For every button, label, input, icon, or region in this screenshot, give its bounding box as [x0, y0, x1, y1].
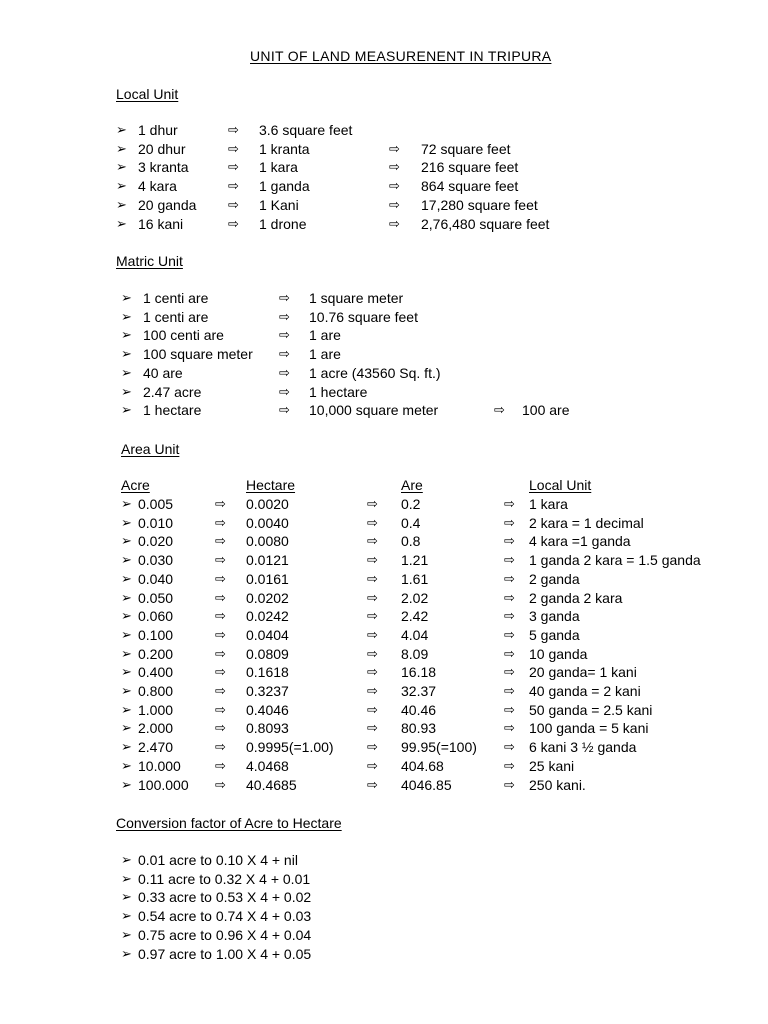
cell-hectare: 0.0020 — [246, 496, 289, 512]
column-header-acre: Acre — [121, 477, 150, 493]
arrow-icon: ⇨ — [228, 196, 239, 212]
arrow-icon: ⇨ — [215, 645, 226, 661]
bullet-icon: ➢ — [121, 364, 132, 380]
area-unit-heading: Area Unit — [121, 441, 180, 457]
local-to: 1 drone — [259, 215, 307, 232]
column-header-are: Are — [401, 477, 423, 493]
bullet-icon: ➢ — [121, 645, 132, 661]
bullet-icon: ➢ — [121, 926, 132, 942]
bullet-icon: ➢ — [121, 870, 132, 886]
cell-acre: 1.000 — [138, 701, 174, 718]
metric-from: 100 centi are — [143, 327, 224, 344]
arrow-icon: ⇨ — [215, 664, 226, 680]
local-from: 1 dhur — [138, 122, 178, 138]
bullet-icon: ➢ — [121, 290, 132, 305]
arrow-icon: ⇨ — [215, 683, 226, 698]
arrow-icon: ⇨ — [367, 683, 378, 698]
cell-acre: 0.030 — [138, 552, 174, 569]
bullet-icon: ➢ — [121, 757, 132, 773]
arrow-icon: ⇨ — [494, 402, 505, 418]
local-unit-heading: Local Unit — [116, 86, 179, 102]
cell-are: 80.93 — [401, 720, 437, 737]
cell-hectare: 0.1618 — [246, 664, 289, 681]
cell-hectare: 0.0080 — [246, 533, 289, 550]
cell-hectare: 0.4046 — [246, 701, 289, 718]
bullet-icon: ➢ — [116, 159, 127, 175]
arrow-icon: ⇨ — [367, 626, 378, 642]
bullet-icon: ➢ — [121, 608, 132, 624]
metric-from: 1 centi are — [143, 308, 209, 325]
bullet-icon: ➢ — [121, 570, 132, 586]
bullet-icon: ➢ — [121, 683, 132, 698]
metric-to: 1 square meter — [309, 290, 404, 306]
arrow-icon: ⇨ — [367, 720, 378, 736]
arrow-icon: ⇨ — [367, 533, 378, 549]
cell-acre: 0.010 — [138, 514, 174, 531]
arrow-icon: ⇨ — [215, 608, 226, 624]
arrow-icon: ⇨ — [215, 776, 226, 792]
cell-hectare: 0.8093 — [246, 720, 289, 737]
cell-acre: 0.400 — [138, 664, 174, 681]
cell-acre: 0.100 — [138, 626, 174, 643]
conversion-item: 0.54 acre to 0.74 X 4 + 0.03 — [138, 908, 312, 925]
cell-local-unit: 250 kani. — [529, 776, 586, 793]
cell-are: 2.42 — [401, 608, 429, 625]
arrow-icon: ⇨ — [279, 290, 290, 305]
bullet-icon: ➢ — [121, 533, 132, 549]
bullet-icon: ➢ — [121, 589, 132, 605]
local-square-feet: 864 square feet — [421, 178, 519, 195]
local-square-feet: 72 square feet — [421, 140, 511, 157]
metric-from: 100 square meter — [143, 346, 253, 363]
cell-acre: 0.060 — [138, 608, 174, 625]
arrow-icon: ⇨ — [504, 496, 515, 511]
bullet-icon: ➢ — [121, 776, 132, 792]
bullet-icon: ➢ — [121, 346, 132, 362]
metric-to: 10.76 square feet — [309, 308, 418, 325]
metric-to: 1 acre (43560 Sq. ft.) — [309, 364, 441, 381]
cell-are: 0.4 — [401, 514, 421, 531]
bullet-icon: ➢ — [121, 664, 132, 680]
arrow-icon: ⇨ — [367, 570, 378, 586]
cell-hectare: 0.0161 — [246, 570, 289, 587]
arrow-icon: ⇨ — [215, 514, 226, 530]
cell-local-unit: 4 kara =1 ganda — [529, 533, 631, 550]
arrow-icon: ⇨ — [279, 327, 290, 343]
cell-acre: 2.470 — [138, 739, 174, 756]
metric-from: 1 hectare — [143, 402, 202, 419]
arrow-icon: ⇨ — [215, 552, 226, 568]
cell-are: 0.2 — [401, 496, 421, 512]
metric-from: 2.47 acre — [143, 383, 202, 400]
arrow-icon: ⇨ — [504, 645, 515, 661]
arrow-icon: ⇨ — [504, 776, 515, 792]
bullet-icon: ➢ — [116, 215, 127, 231]
arrow-icon: ⇨ — [367, 701, 378, 717]
metric-from: 1 centi are — [143, 290, 209, 306]
column-header-hectare: Hectare — [246, 477, 296, 493]
arrow-icon: ⇨ — [504, 757, 515, 773]
bullet-icon: ➢ — [121, 852, 132, 867]
cell-local-unit: 100 ganda = 5 kani — [529, 720, 649, 737]
arrow-icon: ⇨ — [504, 589, 515, 605]
conversion-item: 0.75 acre to 0.96 X 4 + 0.04 — [138, 926, 312, 943]
cell-acre: 0.800 — [138, 683, 174, 699]
cell-hectare: 4.0468 — [246, 757, 289, 774]
cell-local-unit: 1 kara — [529, 496, 568, 512]
arrow-icon: ⇨ — [367, 776, 378, 792]
local-from: 20 ganda — [138, 196, 197, 213]
local-to: 1 ganda — [259, 178, 310, 195]
bullet-icon: ➢ — [121, 496, 132, 511]
cell-are: 404.68 — [401, 757, 444, 774]
bullet-icon: ➢ — [121, 552, 132, 568]
local-square-feet: 216 square feet — [421, 159, 519, 176]
local-to: 1 kranta — [259, 140, 310, 157]
cell-acre: 0.040 — [138, 570, 174, 587]
cell-are: 1.21 — [401, 552, 429, 569]
cell-local-unit: 2 ganda 2 kara — [529, 589, 623, 606]
cell-local-unit: 50 ganda = 2.5 kani — [529, 701, 653, 718]
bullet-icon: ➢ — [121, 402, 132, 418]
bullet-icon: ➢ — [121, 945, 132, 961]
local-square-feet: 17,280 square feet — [421, 196, 538, 213]
metric-to: 10,000 square meter — [309, 402, 439, 419]
conversion-item: 0.97 acre to 1.00 X 4 + 0.05 — [138, 945, 312, 962]
arrow-icon: ⇨ — [504, 720, 515, 736]
arrow-icon: ⇨ — [228, 178, 239, 194]
cell-local-unit: 40 ganda = 2 kani — [529, 683, 641, 699]
bullet-icon: ➢ — [116, 178, 127, 194]
arrow-icon: ⇨ — [367, 739, 378, 755]
cell-hectare: 0.0121 — [246, 552, 289, 569]
bullet-icon: ➢ — [121, 908, 132, 924]
cell-are: 2.02 — [401, 589, 429, 606]
bullet-icon: ➢ — [121, 701, 132, 717]
arrow-icon: ⇨ — [389, 159, 400, 175]
cell-local-unit: 1 ganda 2 kara = 1.5 ganda — [529, 552, 701, 569]
cell-are: 16.18 — [401, 664, 437, 681]
arrow-icon: ⇨ — [504, 552, 515, 568]
arrow-icon: ⇨ — [215, 589, 226, 605]
cell-hectare: 40.4685 — [246, 776, 297, 793]
cell-local-unit: 3 ganda — [529, 608, 580, 625]
column-header-local-unit: Local Unit — [529, 477, 592, 493]
local-to: 1 kara — [259, 159, 298, 176]
cell-local-unit: 2 kara = 1 decimal — [529, 514, 644, 531]
conversion-item: 0.33 acre to 0.53 X 4 + 0.02 — [138, 889, 312, 906]
cell-acre: 10.000 — [138, 757, 181, 774]
bullet-icon: ➢ — [116, 196, 127, 212]
bullet-icon: ➢ — [121, 383, 132, 399]
cell-local-unit: 5 ganda — [529, 626, 580, 643]
cell-are: 1.61 — [401, 570, 429, 587]
cell-are: 40.46 — [401, 701, 437, 718]
cell-acre: 0.020 — [138, 533, 174, 550]
bullet-icon: ➢ — [121, 327, 132, 343]
cell-acre: 0.200 — [138, 645, 174, 662]
arrow-icon: ⇨ — [504, 701, 515, 717]
cell-acre: 0.005 — [138, 496, 174, 512]
bullet-icon: ➢ — [116, 140, 127, 156]
arrow-icon: ⇨ — [228, 159, 239, 175]
cell-are: 4046.85 — [401, 776, 452, 793]
local-to: 1 Kani — [259, 196, 299, 213]
arrow-icon: ⇨ — [279, 383, 290, 399]
bullet-icon: ➢ — [121, 720, 132, 736]
cell-hectare: 0.0040 — [246, 514, 289, 531]
bullet-icon: ➢ — [121, 626, 132, 642]
arrow-icon: ⇨ — [389, 196, 400, 212]
local-from: 3 kranta — [138, 159, 189, 176]
local-from: 16 kani — [138, 215, 184, 232]
arrow-icon: ⇨ — [215, 701, 226, 717]
arrow-icon: ⇨ — [389, 178, 400, 194]
bullet-icon: ➢ — [121, 889, 132, 905]
local-square-feet: 2,76,480 square feet — [421, 215, 550, 232]
bullet-icon: ➢ — [121, 514, 132, 530]
arrow-icon: ⇨ — [279, 402, 290, 418]
local-from: 20 dhur — [138, 140, 186, 157]
local-to: 3.6 square feet — [259, 122, 353, 138]
metric-to: 1 are — [309, 327, 341, 344]
cell-are: 32.37 — [401, 683, 437, 699]
conversion-item: 0.01 acre to 0.10 X 4 + nil — [138, 852, 298, 868]
arrow-icon: ⇨ — [504, 739, 515, 755]
arrow-icon: ⇨ — [367, 757, 378, 773]
arrow-icon: ⇨ — [215, 720, 226, 736]
cell-local-unit: 10 ganda — [529, 645, 588, 662]
cell-hectare: 0.9995(=1.00) — [246, 739, 334, 756]
metric-from: 40 are — [143, 364, 183, 381]
arrow-icon: ⇨ — [215, 570, 226, 586]
cell-are: 8.09 — [401, 645, 429, 662]
arrow-icon: ⇨ — [215, 533, 226, 549]
conversion-heading: Conversion factor of Acre to Hectare — [116, 815, 342, 831]
metric-to: 1 hectare — [309, 383, 368, 400]
arrow-icon: ⇨ — [367, 589, 378, 605]
cell-local-unit: 25 kani — [529, 757, 575, 774]
cell-are: 4.04 — [401, 626, 429, 643]
arrow-icon: ⇨ — [504, 608, 515, 624]
cell-hectare: 0.0242 — [246, 608, 289, 625]
arrow-icon: ⇨ — [504, 533, 515, 549]
cell-hectare: 0.0404 — [246, 626, 289, 643]
arrow-icon: ⇨ — [279, 364, 290, 380]
metric-unit-heading: Matric Unit — [116, 253, 183, 269]
arrow-icon: ⇨ — [215, 496, 226, 511]
cell-acre: 0.050 — [138, 589, 174, 606]
arrow-icon: ⇨ — [228, 215, 239, 231]
arrow-icon: ⇨ — [504, 626, 515, 642]
metric-extra: 100 are — [522, 402, 570, 419]
arrow-icon: ⇨ — [367, 514, 378, 530]
arrow-icon: ⇨ — [504, 514, 515, 530]
cell-hectare: 0.0202 — [246, 589, 289, 606]
cell-hectare: 0.3237 — [246, 683, 289, 699]
cell-local-unit: 20 ganda= 1 kani — [529, 664, 637, 681]
cell-hectare: 0.0809 — [246, 645, 289, 662]
arrow-icon: ⇨ — [504, 664, 515, 680]
arrow-icon: ⇨ — [367, 496, 378, 511]
arrow-icon: ⇨ — [215, 739, 226, 755]
cell-acre: 2.000 — [138, 720, 174, 737]
arrow-icon: ⇨ — [389, 215, 400, 231]
arrow-icon: ⇨ — [215, 626, 226, 642]
arrow-icon: ⇨ — [215, 757, 226, 773]
arrow-icon: ⇨ — [389, 140, 400, 156]
local-from: 4 kara — [138, 178, 177, 195]
arrow-icon: ⇨ — [228, 122, 239, 137]
cell-are: 0.8 — [401, 533, 421, 550]
bullet-icon: ➢ — [116, 122, 127, 137]
conversion-item: 0.11 acre to 0.32 X 4 + 0.01 — [138, 870, 311, 887]
arrow-icon: ⇨ — [504, 683, 515, 698]
cell-local-unit: 6 kani 3 ½ ganda — [529, 739, 637, 756]
arrow-icon: ⇨ — [504, 570, 515, 586]
arrow-icon: ⇨ — [367, 608, 378, 624]
cell-are: 99.95(=100) — [401, 739, 477, 756]
bullet-icon: ➢ — [121, 308, 132, 324]
metric-to: 1 are — [309, 346, 341, 363]
arrow-icon: ⇨ — [279, 308, 290, 324]
cell-acre: 100.000 — [138, 776, 189, 793]
arrow-icon: ⇨ — [367, 664, 378, 680]
bullet-icon: ➢ — [121, 739, 132, 755]
arrow-icon: ⇨ — [228, 140, 239, 156]
page-title: UNIT OF LAND MEASURENENT IN TRIPURA — [250, 48, 552, 64]
arrow-icon: ⇨ — [367, 552, 378, 568]
cell-local-unit: 2 ganda — [529, 570, 580, 587]
arrow-icon: ⇨ — [367, 645, 378, 661]
arrow-icon: ⇨ — [279, 346, 290, 362]
